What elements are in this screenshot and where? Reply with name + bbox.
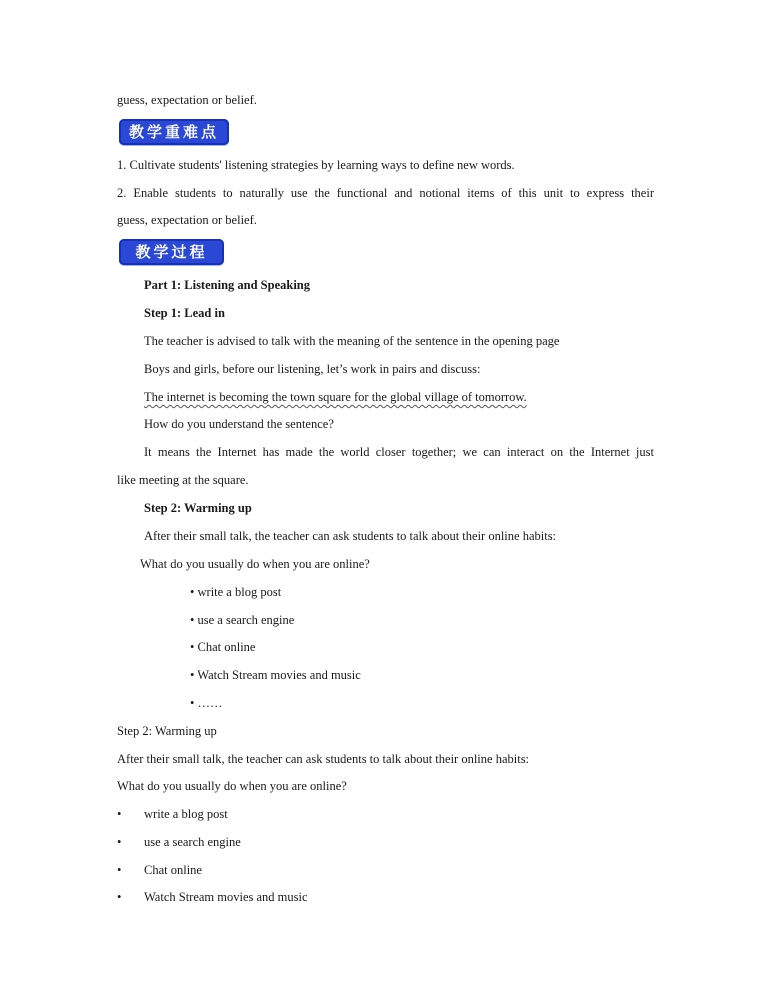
- part-title: Part 1: Listening and Speaking: [144, 278, 311, 292]
- step2-question: What do you usually do when you are online?: [140, 557, 370, 571]
- step2-bullet-2: • use a search engine: [190, 613, 295, 627]
- repeat-bullet-dot-1: •: [117, 807, 122, 821]
- process-badge: 教学过程: [119, 239, 224, 265]
- repeat-bullet-dot-3: •: [117, 863, 122, 877]
- step2-bullet-3: • Chat online: [190, 640, 256, 654]
- difficulties-badge: 教学重难点: [119, 119, 229, 145]
- step1-line2: Boys and girls, before our listening, let’s work in pairs and discuss:: [144, 362, 481, 376]
- step2-intro: After their small talk, the teacher can ask students to talk about their online habits:: [144, 529, 557, 543]
- step1-answer-line1: It means the Internet has made the world closer together; we can interact on the Internet just: [144, 445, 654, 459]
- repeat-bullet-3: Chat online: [144, 863, 202, 877]
- step1-line1: The teacher is advised to talk with the meaning of the sentence in the opening page: [144, 334, 560, 348]
- difficulty-item-1: 1. Cultivate students' listening strategies by learning ways to define new words.: [117, 158, 515, 172]
- difficulty-item-2-continued: guess, expectation or belief.: [117, 213, 257, 227]
- step2-bullet-5: • ……: [190, 696, 223, 710]
- repeat-bullet-4: Watch Stream movies and music: [144, 890, 308, 904]
- step2-repeat-intro: After their small talk, the teacher can ask students to talk about their online habits:: [117, 752, 530, 766]
- top-fragment-text: guess, expectation or belief.: [117, 93, 257, 107]
- step1-title: Step 1: Lead in: [144, 306, 225, 320]
- step2-repeat-question: What do you usually do when you are online?: [117, 779, 347, 793]
- step2-title: Step 2: Warming up: [144, 501, 252, 515]
- step1-quote: The internet is becoming the town square for the global village of tomorrow.: [144, 390, 527, 404]
- step1-answer-line2: like meeting at the square.: [117, 473, 249, 487]
- step2-repeat-title: Step 2: Warming up: [117, 724, 217, 738]
- repeat-bullet-1: write a blog post: [144, 807, 228, 821]
- step2-bullet-4: • Watch Stream movies and music: [190, 668, 361, 682]
- repeat-bullet-dot-4: •: [117, 890, 122, 904]
- step2-bullet-1: • write a blog post: [190, 585, 282, 599]
- repeat-bullet-2: use a search engine: [144, 835, 241, 849]
- step1-question: How do you understand the sentence?: [144, 417, 334, 431]
- repeat-bullet-dot-2: •: [117, 835, 122, 849]
- difficulty-item-2: 2. Enable students to naturally use the functional and notional items of this unit to express their: [117, 186, 654, 200]
